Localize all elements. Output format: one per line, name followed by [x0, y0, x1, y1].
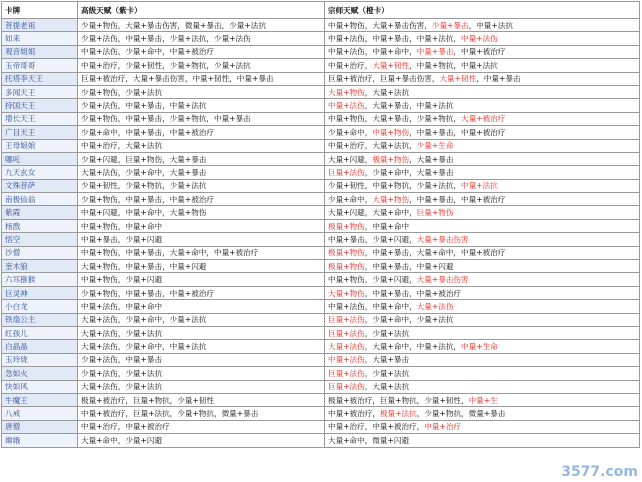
- talent-upgrade-highlight: 中量+物伤: [372, 127, 410, 137]
- talent-text: ，中量+暴击，大量+命中，中量+被治疗: [364, 248, 506, 258]
- talent-text: 中量+治疗，大量+法抗，: [328, 141, 417, 151]
- talent-upgrade-highlight: 极量+物伤: [328, 248, 365, 258]
- talent-upgrade-highlight: 大量+韧性: [439, 74, 477, 84]
- orange-talent: [325, 99, 640, 112]
- orange-talent: [325, 112, 640, 125]
- card-name: 增长天王: [2, 112, 78, 125]
- purple-talent: 少量+法伤，中量+暴击，中量+法抗: [78, 99, 325, 112]
- card-name: 南极仙翁: [2, 193, 78, 206]
- purple-talent: 大量+法伤，少量+命中，大量+暴击: [78, 166, 325, 179]
- orange-talent: [325, 152, 640, 165]
- talent-upgrade-highlight: 少量+生命: [416, 141, 454, 151]
- talent-upgrade-highlight: 大量+物伤: [372, 194, 410, 204]
- card-name: 玉玲珑: [2, 353, 78, 366]
- purple-talent: 少量+韧性，少量+物抗，少量+法抗: [78, 179, 325, 192]
- purple-talent: 中量+闪避，中量+命中，大量+物伤: [78, 206, 325, 219]
- orange-talent: [325, 273, 640, 286]
- card-name: 菩提老祖: [2, 19, 78, 32]
- talent-upgrade-highlight: 中量+暴击: [416, 47, 454, 57]
- orange-talent: [325, 85, 640, 98]
- table-row: [2, 206, 640, 219]
- talent-upgrade-highlight: 中量+法抗: [461, 181, 498, 191]
- table-row: [2, 152, 640, 165]
- purple-talent: 中量+治疗，少量+韧性，少量+物抗，少量+法抗: [78, 59, 325, 72]
- talent-upgrade-highlight: 极量+物伤: [328, 261, 365, 271]
- talent-text: ，中量+法抗: [468, 20, 513, 30]
- card-name: 悟空: [2, 233, 78, 246]
- talent-upgrade-highlight: 中量+法伤: [461, 34, 498, 44]
- orange-talent: [325, 246, 640, 259]
- orange-talent: [325, 72, 640, 85]
- orange-talent: [325, 340, 640, 353]
- talent-text: 中量+治疗，中量+被治疗，: [328, 422, 425, 432]
- talent-upgrade-highlight: 中量+法伤: [328, 101, 365, 111]
- table-row: [2, 300, 640, 313]
- purple-talent: 中量+物伤，中量+命中: [78, 219, 325, 232]
- talent-text: ，中量+暴击，中量+被治疗: [364, 288, 462, 298]
- purple-talent: 少量+命中，中量+暴击，中量+被治疗: [78, 126, 325, 139]
- orange-talent: [325, 286, 640, 299]
- talent-text: ，大量+法抗: [364, 382, 410, 392]
- orange-talent: [325, 313, 640, 326]
- card-name: 红孩儿: [2, 326, 78, 339]
- table-row: [2, 32, 640, 45]
- talent-text: 大量+闪避，大量+命中，: [328, 208, 417, 218]
- purple-talent: 中量+法伤，少量+命中，中量+被治疗: [78, 45, 325, 58]
- header-card: 卡牌: [2, 2, 78, 19]
- orange-talent: [325, 219, 640, 232]
- talent-upgrade-highlight: 大量+韧性: [372, 60, 410, 70]
- card-name: 如来: [2, 32, 78, 45]
- talent-text: ，大量+命中，中量+法抗，: [364, 342, 462, 352]
- talent-text: 大量+命中，微量+闪避: [328, 435, 410, 445]
- table-row: [2, 72, 640, 85]
- talent-text: ，少量+命中，大量+暴击: [364, 167, 454, 177]
- card-name: 巨灵神: [2, 286, 78, 299]
- table-row: [2, 407, 640, 420]
- table-row: [2, 112, 640, 125]
- purple-talent: 中量+法伤，中量+命中: [78, 300, 325, 313]
- card-name: 多闻天王: [2, 85, 78, 98]
- purple-talent: 少量+物伤，少量+法抗: [78, 85, 325, 98]
- table-row: [2, 367, 640, 380]
- orange-talent: [325, 353, 640, 366]
- table-row: [2, 393, 640, 406]
- talent-text: 少量+命中，: [328, 127, 373, 137]
- orange-talent: [325, 19, 640, 32]
- purple-talent: 少量+法伤，少量+法抗: [78, 367, 325, 380]
- orange-talent: [325, 326, 640, 339]
- card-name: 紫霞: [2, 206, 78, 219]
- talent-text: ，大量+暴击: [364, 355, 410, 365]
- talent-upgrade-highlight: 巨量+法伤: [328, 167, 365, 177]
- table-row: [2, 126, 640, 139]
- talent-text: ，少量+法抗: [364, 368, 410, 378]
- talent-text: ，少量+物抗，微量+暴击: [416, 409, 506, 419]
- table-row: [2, 380, 640, 393]
- talent-upgrade-highlight: 大量+物伤: [328, 288, 365, 298]
- card-name: 小白龙: [2, 300, 78, 313]
- table-row: [2, 59, 640, 72]
- talent-text: ，中量+被治疗: [453, 47, 506, 57]
- table-row: [2, 179, 640, 192]
- purple-talent: 大量+法伤，少量+命中，少量+法抗: [78, 313, 325, 326]
- talent-upgrade-highlight: 极量+物伤: [372, 154, 410, 164]
- talent-text: 中量+物伤，大量+暴击，少量+物抗，: [328, 114, 461, 124]
- orange-talent: [325, 206, 640, 219]
- orange-talent: [325, 45, 640, 58]
- purple-talent: 中量+被治疗，巨量+法抗，少量+物抗，微量+暴击: [78, 407, 325, 420]
- purple-talent: 少量+闪避，巨量+物伤，大量+暴击: [78, 152, 325, 165]
- card-name: 奎木狼: [2, 260, 78, 273]
- card-name: 托塔李天王: [2, 72, 78, 85]
- talent-upgrade-highlight: 巨量+物伤: [416, 208, 454, 218]
- talent-text: 大量+闪避，: [328, 154, 373, 164]
- orange-talent: [325, 193, 640, 206]
- table-header-row: [2, 2, 640, 19]
- talent-upgrade-highlight: 大量+被治疗: [461, 114, 506, 124]
- purple-talent: 极量+被治疗，巨量+物抗，少量+韧性: [78, 393, 325, 406]
- orange-talent: [325, 166, 640, 179]
- purple-talent: 中量+物伤，少量+闪避: [78, 273, 325, 286]
- table-row: [2, 434, 640, 447]
- talent-text: ，大量+法抗: [364, 87, 410, 97]
- purple-talent: 中量+暴击，少量+闪避: [78, 233, 325, 246]
- purple-talent: 巨量+被治疗，大量+暴击伤害，中量+韧性，中量+暴击: [78, 72, 325, 85]
- card-name: 白晶晶: [2, 340, 78, 353]
- talent-text: ，中量+命中: [364, 221, 410, 231]
- orange-talent: [325, 32, 640, 45]
- talent-upgrade-highlight: 中量+生命: [461, 342, 498, 352]
- talent-text: ，中量+暴击，中量+闪避: [364, 261, 454, 271]
- orange-talent: [325, 407, 640, 420]
- orange-talent: [325, 260, 640, 273]
- table-row: [2, 353, 640, 366]
- talent-upgrade-highlight: 大量+法伤: [328, 342, 365, 352]
- card-name: 持国天王: [2, 99, 78, 112]
- talent-text: ，大量+暴击: [409, 154, 454, 164]
- orange-talent: [325, 126, 640, 139]
- talent-text: 中量+治疗，: [328, 60, 373, 70]
- table-row: [2, 99, 640, 112]
- talent-text: 中量+被治疗，: [328, 409, 380, 419]
- card-name: 唐僧: [2, 420, 78, 433]
- table-row: [2, 273, 640, 286]
- talent-text: 中量+暴击，少量+闪避，: [328, 234, 417, 244]
- orange-talent: [325, 434, 640, 447]
- talent-upgrade-highlight: 少量+暴击: [431, 20, 469, 30]
- card-name: 哪吒: [2, 152, 78, 165]
- talent-text: 中量+物伤，大量+暴击伤害，: [328, 20, 432, 30]
- purple-talent: 少量+物伤，中量+暴击，中量+被治疗: [78, 286, 325, 299]
- card-name: 八戒: [2, 407, 78, 420]
- talent-upgrade-highlight: 大量+暴击伤害: [416, 234, 469, 244]
- talent-text: 少量+韧性，中量+物抗，少量+法抗，: [328, 181, 461, 191]
- orange-talent: [325, 420, 640, 433]
- card-name: 快如风: [2, 380, 78, 393]
- card-name: 杨戬: [2, 219, 78, 232]
- purple-talent: 中量+治疗，大量+法抗: [78, 139, 325, 152]
- card-name: 六耳猕猴: [2, 273, 78, 286]
- purple-talent: 少量+物伤，中量+暴击，少量+物抗，中量+暴击: [78, 112, 325, 125]
- header-orange-talent: 宗师天赋（橙卡）: [325, 2, 640, 19]
- talent-text: ，中量+暴击，中量+被治疗: [409, 194, 506, 204]
- table-row: [2, 286, 640, 299]
- talent-text: 中量+法伤，中量+暴击，中量+法抗，: [328, 34, 461, 44]
- talent-text: ，少量+法抗: [364, 328, 410, 338]
- talent-upgrade-highlight: 大量+物伤: [328, 87, 365, 97]
- table-row: [2, 166, 640, 179]
- card-name: 九天玄女: [2, 166, 78, 179]
- purple-talent: 少量+物伤，中量+暴击，中量+被治疗: [78, 193, 325, 206]
- talent-upgrade-highlight: 中量+生: [468, 395, 498, 405]
- card-name: 王母娘娘: [2, 139, 78, 152]
- talent-upgrade-highlight: 大量+法伤: [416, 301, 454, 311]
- purple-talent: 中量+物伤，中量+暴击，大量+命中，中量+被治疗: [78, 246, 325, 259]
- purple-talent: 少量+物伤，大量+暴击伤害，微量+暴击，少量+法抗: [78, 19, 325, 32]
- talent-upgrade-highlight: 大量+暴击伤害: [416, 275, 469, 285]
- orange-talent: [325, 300, 640, 313]
- orange-talent: [325, 393, 640, 406]
- watermark-logo: 3577.com: [561, 464, 638, 480]
- table-row: [2, 139, 640, 152]
- talent-upgrade-highlight: 巨量+法伤: [328, 315, 365, 325]
- card-name: 玉帝哥哥: [2, 59, 78, 72]
- talent-upgrade-highlight: 巨量+法伤: [328, 382, 365, 392]
- card-name: 广目天王: [2, 126, 78, 139]
- purple-talent: 大量+法伤，少量+法抗: [78, 380, 325, 393]
- talent-text: 中量+法伤，中量+命中，: [328, 47, 417, 57]
- orange-talent: [325, 380, 640, 393]
- talent-upgrade-highlight: 巨量+法伤: [328, 328, 365, 338]
- table-row: [2, 313, 640, 326]
- orange-talent: [325, 233, 640, 246]
- talent-upgrade-highlight: 中量+治疗: [424, 422, 462, 432]
- talent-upgrade-highlight: 极量+法抗: [379, 409, 417, 419]
- talent-upgrade-highlight: 极量+物伤: [328, 221, 365, 231]
- talent-text: 中量+法伤，中量+命中，: [328, 301, 417, 311]
- table-row: [2, 193, 640, 206]
- orange-talent: [325, 179, 640, 192]
- purple-talent: 大量+命中，少量+闪避: [78, 434, 325, 447]
- card-name: 铁扇公主: [2, 313, 78, 326]
- card-name: 沙僧: [2, 246, 78, 259]
- table-row: [2, 326, 640, 339]
- orange-talent: [325, 367, 640, 380]
- header-purple-talent: 高级天赋（紫卡）: [78, 2, 325, 19]
- talent-text: ，少量+命中，少量+法抗: [364, 315, 454, 325]
- card-name: 牛魔王: [2, 393, 78, 406]
- purple-talent: 大量+法伤，少量+命中，中量+法抗: [78, 340, 325, 353]
- talent-upgrade-highlight: 巨量+法伤: [328, 368, 365, 378]
- talent-text: ，中量+暴击，中量+被治疗: [409, 127, 506, 137]
- orange-talent: [325, 59, 640, 72]
- talent-text: 巨量+被治疗，巨量+暴击伤害，: [328, 74, 440, 84]
- purple-talent: 少量+法伤，中量+暴击: [78, 353, 325, 366]
- table-row: [2, 19, 640, 32]
- talent-text: 少量+命中，: [328, 194, 373, 204]
- talent-text: 中量+物伤，少量+闪避，: [328, 275, 417, 285]
- purple-talent: 中量+治疗，中量+被治疗: [78, 420, 325, 433]
- talent-text: 极量+被治疗，巨量+物抗，少量+韧性，: [328, 395, 469, 405]
- card-name: 急如火: [2, 367, 78, 380]
- talent-text: ，大量+暴击，中量+法抗: [364, 101, 454, 111]
- orange-talent: [325, 139, 640, 152]
- card-name: 文殊菩萨: [2, 179, 78, 192]
- table-row: [2, 260, 640, 273]
- talent-text: ，中量+暴击: [476, 74, 521, 84]
- card-name: 嫦娥: [2, 434, 78, 447]
- purple-talent: 少量+法伤，中量+暴击，少量+法抗，少量+法伤: [78, 32, 325, 45]
- table-row: [2, 420, 640, 433]
- table-row: [2, 45, 640, 58]
- talent-text: ，中量+物抗，中量+法抗: [409, 60, 498, 70]
- table-row: [2, 246, 640, 259]
- purple-talent: 大量+法伤，少量+法抗: [78, 326, 325, 339]
- talent-table: [1, 1, 640, 448]
- talent-upgrade-highlight: 中量+法伤: [328, 355, 365, 365]
- purple-talent: 大量+物伤，中量+暴击，中量+闪避: [78, 260, 325, 273]
- table-row: [2, 219, 640, 232]
- table-body: [2, 19, 640, 448]
- table-row: [2, 340, 640, 353]
- table-row: [2, 85, 640, 98]
- table-row: [2, 233, 640, 246]
- card-name: 观音姐姐: [2, 45, 78, 58]
